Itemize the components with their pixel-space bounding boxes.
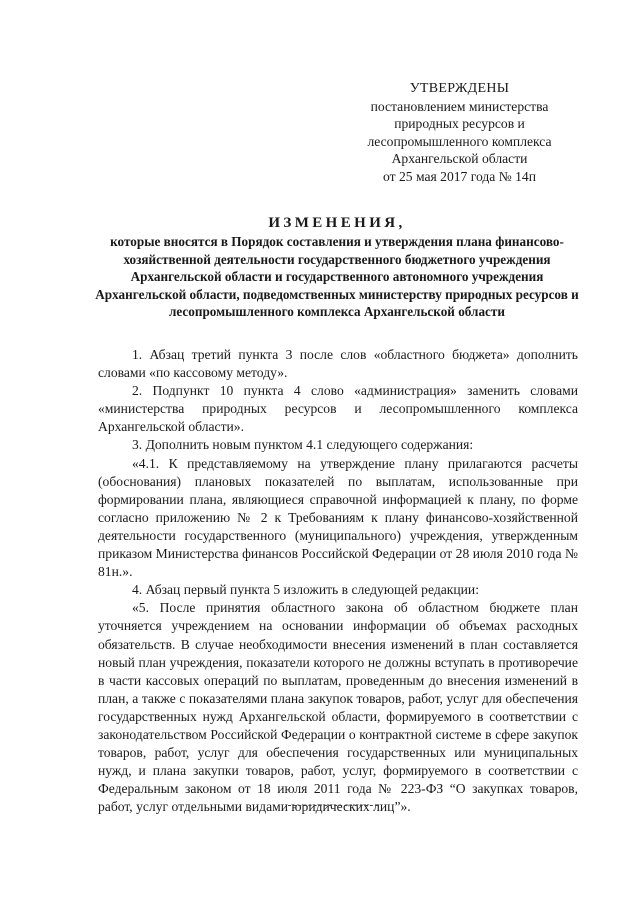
approval-line: лесопромышленного комплекса [367, 133, 552, 149]
approval-line: постановлением министерства [370, 98, 549, 114]
approval-line: природных ресурсов и [394, 116, 525, 131]
paragraph-4: «4.1. К представляемому на утверждение плану прилагаются расчеты (обоснования) плановых показателей по выплатам, использованные при формировании плана, являющиеся справочной информацией к плану, по форме согласно приложению № 2 к Требованиям к плану финансово-хозяйственной деятельности государственного (муниципального) учреждения, утвержденным приказом Министерства финансов Российской Федерации от 28 июля 2010 года № 81н.». [98, 455, 578, 580]
paragraph-6: «5. После принятия областного закона об областном бюджете план уточняется учреждением на основании информации об объемах расходных обязательств. В случае необходимости внесения изменений в план составляется новый план учреждения, показатели которого не должны вступать в противоречие в части кассовых операций по выплатам, проведенным до внесения изменений в план, а также с показателями плана закупок товаров, работ, услуг для обеспечения государственных нужд Архангельской области, формируемого в соответствии с законодательством Российской Федерации о контрактной системе в сфере закупок товаров, работ, услуг для обеспечения государственных или муниципальных нужд, и плана закупки товаров, работ, услуг, формируемого в соответствии с Федеральным законом от 18 июля 2011 года № 223-ФЗ “О закупках товаров, работ, услуг отдельными видами юридических лиц”». [98, 600, 578, 815]
heading-title: ИЗМЕНЕНИЯ, [268, 215, 406, 231]
closing-separator-line [288, 805, 378, 806]
document-heading [92, 214, 582, 321]
paragraph-3: 3. Дополнить новым пунктом 4.1 следующего содержания: [132, 437, 474, 453]
paragraph-5: 4. Абзац первый пункта 5 изложить в следующей редакции: [132, 582, 479, 598]
paragraph-2: 2. Подпункт 10 пункта 4 слово «администрация» заменить словами «министерства природных ресурсов и лесопромышленного комплекса Архангельской области». [98, 383, 578, 435]
document-body [98, 346, 578, 816]
approval-line: Архангельской области [391, 151, 528, 166]
paragraph-1: 1. Абзац третий пункта 3 после слов «областного бюджета» дополнить словами «по кассовому методу». [98, 347, 578, 381]
heading-subtitle: которые вносятся в Порядок составления и утверждения плана финансово-хозяйственной деятельности государственного бюджетного учреждения Архангельской области и государственного автономного учреждения Архангельской области, подведомственных министерству природных ресурсов и лесопромышленного комплекса Архангельской области [95, 234, 579, 320]
approval-date-line: от 25 мая 2017 года № 14п [383, 168, 536, 184]
approval-title: УТВЕРЖДЕНЫ [409, 81, 510, 96]
approval-block [352, 80, 567, 185]
